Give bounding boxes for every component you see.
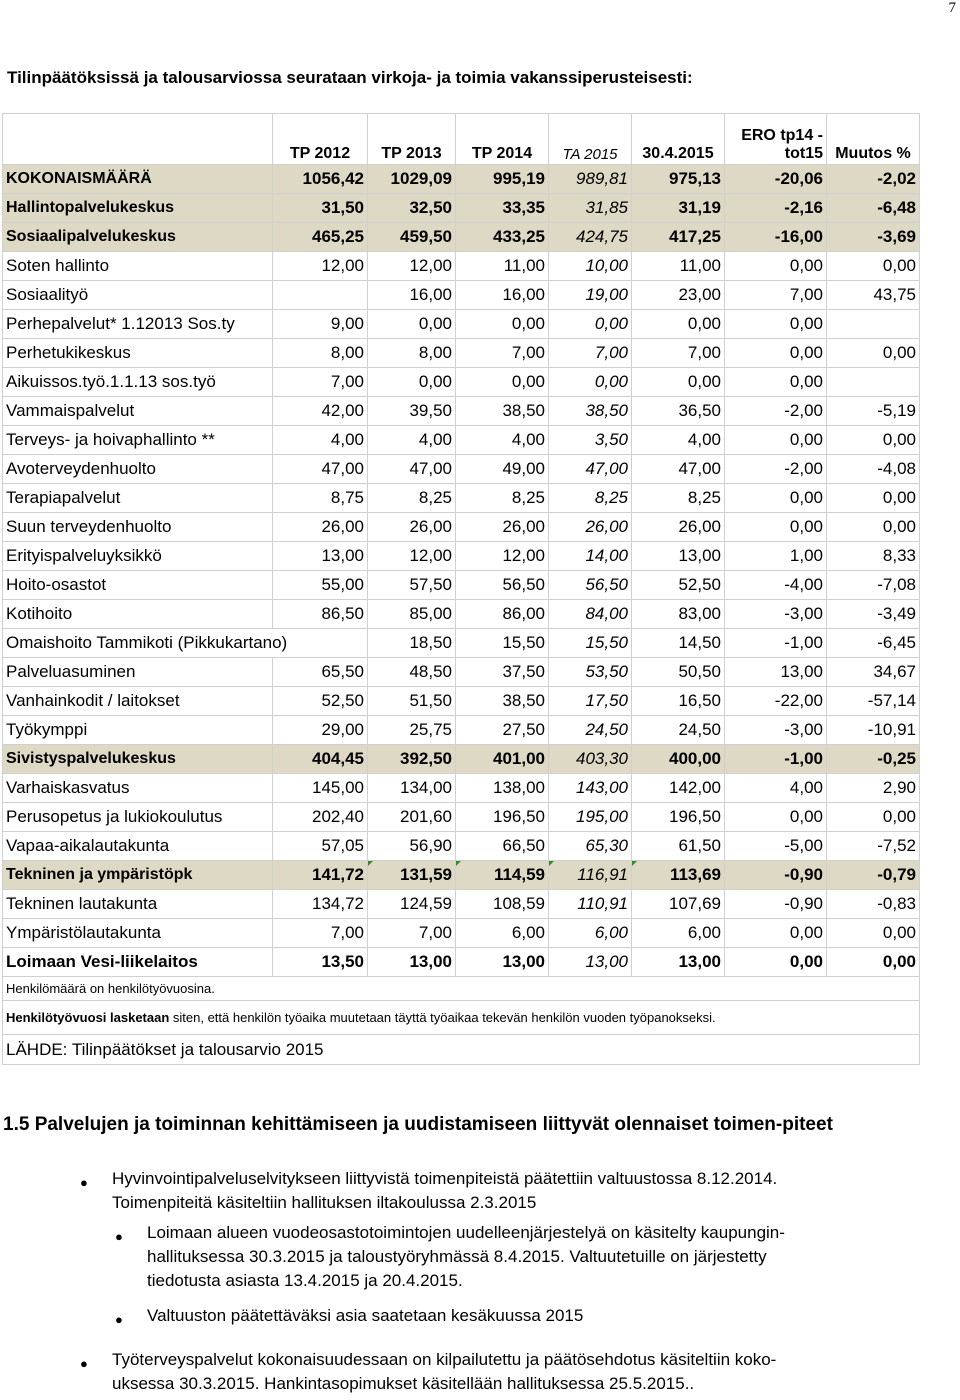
- bullet-item: [80, 1352, 955, 1400]
- row-label: Tekninen ja ympäristöpk: [3, 861, 273, 890]
- row-label: Tekninen lautakunta: [3, 890, 273, 919]
- value-cell: 145,00: [273, 774, 368, 803]
- value-cell: 25,75: [368, 716, 456, 745]
- value-cell: 417,25: [632, 223, 725, 252]
- value-cell: 55,00: [273, 571, 368, 600]
- value-cell: -0,83: [827, 890, 920, 919]
- value-cell: 13,00: [725, 658, 827, 687]
- value-cell: 6,00: [549, 919, 632, 948]
- table-row: [3, 629, 920, 658]
- value-cell: 86,50: [273, 600, 368, 629]
- value-cell: 116,91: [549, 861, 632, 890]
- note-definition-label: Henkilötyövuosi lasketaan: [6, 1010, 170, 1025]
- value-cell: 108,59: [456, 890, 549, 919]
- value-cell: 196,50: [456, 803, 549, 832]
- value-cell: 196,50: [632, 803, 725, 832]
- table-row: [3, 397, 920, 426]
- value-cell: 19,00: [549, 281, 632, 310]
- bullet-dot-icon: ●: [80, 1356, 88, 1371]
- value-cell: 6,00: [632, 919, 725, 948]
- table-row: [3, 281, 920, 310]
- value-cell: -2,16: [725, 194, 827, 223]
- note-units: Henkilömäärä on henkilötyövuosina.: [3, 977, 920, 1001]
- table-row: [3, 832, 920, 861]
- value-cell: [827, 368, 920, 397]
- value-cell: 114,59: [456, 861, 549, 890]
- value-cell: 85,00: [368, 600, 456, 629]
- value-cell: 0,00: [827, 339, 920, 368]
- row-label: KOKONAISMÄÄRÄ: [3, 165, 273, 194]
- value-cell: 4,00: [368, 426, 456, 455]
- row-label: Vammaispalvelut: [3, 397, 273, 426]
- value-cell: 13,00: [632, 542, 725, 571]
- value-cell: 52,50: [273, 687, 368, 716]
- value-cell: 86,00: [456, 600, 549, 629]
- value-cell: 2,90: [827, 774, 920, 803]
- bullet-line: hallituksessa 30.3.2015 ja taloustyöryhmässä 8.4.2015. Valtuutetuille on järjestetty: [147, 1247, 767, 1266]
- value-cell: 13,00: [549, 948, 632, 977]
- bullet-dot-icon: ●: [115, 1229, 123, 1244]
- row-label: Aikuissos.työ.1.1.13 sos.työ: [3, 368, 273, 397]
- value-cell: -1,00: [725, 745, 827, 774]
- value-cell: 13,50: [273, 948, 368, 977]
- value-cell: 51,50: [368, 687, 456, 716]
- table-row: [3, 948, 920, 977]
- value-cell: 0,00: [725, 484, 827, 513]
- value-cell: -2,00: [725, 397, 827, 426]
- value-cell: 0,00: [632, 368, 725, 397]
- value-cell: 38,50: [456, 687, 549, 716]
- value-cell: 57,05: [273, 832, 368, 861]
- value-cell: 15,50: [456, 629, 549, 658]
- bullet-line: Työterveyspalvelut kokonaisuudessaan on kilpailutettu ja päätösehdotus käsiteltiin koko-: [112, 1350, 777, 1369]
- value-cell: 16,00: [368, 281, 456, 310]
- table-row: [3, 861, 920, 890]
- table-row: [3, 368, 920, 397]
- value-cell: 0,00: [632, 310, 725, 339]
- value-cell: -7,08: [827, 571, 920, 600]
- value-cell: 0,00: [725, 426, 827, 455]
- value-cell: 0,00: [368, 368, 456, 397]
- value-cell: 465,25: [273, 223, 368, 252]
- value-cell: -0,90: [725, 861, 827, 890]
- value-cell: 83,00: [632, 600, 725, 629]
- value-cell: 18,50: [368, 629, 456, 658]
- header-cell: TP 2012: [273, 114, 368, 165]
- value-cell: 0,00: [725, 919, 827, 948]
- value-cell: 34,67: [827, 658, 920, 687]
- table-row: [3, 687, 920, 716]
- table-row: [3, 745, 920, 774]
- value-cell: 16,50: [632, 687, 725, 716]
- page-number: 7: [948, 0, 956, 16]
- value-cell: 195,00: [549, 803, 632, 832]
- value-cell: 33,35: [456, 194, 549, 223]
- row-label: Ympäristölautakunta: [3, 919, 273, 948]
- value-cell: 52,50: [632, 571, 725, 600]
- value-cell: 13,00: [273, 542, 368, 571]
- value-cell: 0,00: [827, 803, 920, 832]
- row-label: Työkymppi: [3, 716, 273, 745]
- value-cell: 134,72: [273, 890, 368, 919]
- value-cell: 989,81: [549, 165, 632, 194]
- value-cell: 6,00: [456, 919, 549, 948]
- value-cell: 31,50: [273, 194, 368, 223]
- table-row: [3, 165, 920, 194]
- value-cell: 38,50: [456, 397, 549, 426]
- value-cell: 0,00: [725, 803, 827, 832]
- value-cell: 26,00: [273, 513, 368, 542]
- value-cell: 124,59: [368, 890, 456, 919]
- row-label: Perhetukikeskus: [3, 339, 273, 368]
- value-cell: 11,00: [632, 252, 725, 281]
- value-cell: 143,00: [549, 774, 632, 803]
- value-cell: 7,00: [632, 339, 725, 368]
- value-cell: 134,00: [368, 774, 456, 803]
- value-cell: 138,00: [456, 774, 549, 803]
- table-row: [3, 919, 920, 948]
- bullet-line: Loimaan alueen vuodeosastotoimintojen uudelleenjärjestelyä on käsitelty kaupungin-: [147, 1223, 785, 1242]
- value-cell: 202,40: [273, 803, 368, 832]
- value-cell: -16,00: [725, 223, 827, 252]
- value-cell: 17,50: [549, 687, 632, 716]
- value-cell: 0,00: [827, 426, 920, 455]
- value-cell: 8,00: [273, 339, 368, 368]
- value-cell: 48,50: [368, 658, 456, 687]
- value-cell: 13,00: [632, 948, 725, 977]
- value-cell: 7,00: [368, 919, 456, 948]
- value-cell: 56,90: [368, 832, 456, 861]
- value-cell: 26,00: [456, 513, 549, 542]
- value-cell: 24,50: [549, 716, 632, 745]
- bullet-dot-icon: ●: [80, 1175, 88, 1190]
- value-cell: 12,00: [456, 542, 549, 571]
- value-cell: 47,00: [273, 455, 368, 484]
- value-cell: 49,00: [456, 455, 549, 484]
- row-label: Vapaa-aikalautakunta: [3, 832, 273, 861]
- bullet-line: tiedotusta asiasta 13.4.2015 ja 20.4.2015.: [147, 1271, 463, 1290]
- header-cell: [725, 114, 827, 165]
- value-cell: 7,00: [273, 919, 368, 948]
- value-cell: 50,50: [632, 658, 725, 687]
- value-cell: 8,25: [368, 484, 456, 513]
- value-cell: 975,13: [632, 165, 725, 194]
- value-cell: 995,19: [456, 165, 549, 194]
- value-cell: -2,02: [827, 165, 920, 194]
- value-cell: 401,00: [456, 745, 549, 774]
- row-label: Kotihoito: [3, 600, 273, 629]
- table-header-row: [3, 114, 920, 165]
- value-cell: 7,00: [273, 368, 368, 397]
- value-cell: -57,14: [827, 687, 920, 716]
- row-label: Omaishoito Tammikoti (Pikkukartano): [3, 629, 368, 658]
- value-cell: 201,60: [368, 803, 456, 832]
- value-cell: 110,91: [549, 890, 632, 919]
- row-label: Sosiaalipalvelukeskus: [3, 223, 273, 252]
- value-cell: 4,00: [632, 426, 725, 455]
- table-row: [3, 716, 920, 745]
- bullet-line: Hyvinvointipalveluselvitykseen liittyvistä toimenpiteistä päätettiin valtuustossa 8.12.2014.: [112, 1169, 778, 1188]
- value-cell: 56,50: [549, 571, 632, 600]
- header-cell: TP 2014: [456, 114, 549, 165]
- value-cell: 142,00: [632, 774, 725, 803]
- value-cell: 459,50: [368, 223, 456, 252]
- value-cell: -0,79: [827, 861, 920, 890]
- table-row: [3, 542, 920, 571]
- value-cell: 0,00: [725, 948, 827, 977]
- bullet-item: [80, 1171, 955, 1219]
- value-cell: 84,00: [549, 600, 632, 629]
- value-cell: 47,00: [549, 455, 632, 484]
- value-cell: 424,75: [549, 223, 632, 252]
- value-cell: 1,00: [725, 542, 827, 571]
- value-cell: 0,00: [827, 513, 920, 542]
- value-cell: 8,00: [368, 339, 456, 368]
- row-label: Hallintopalvelukeskus: [3, 194, 273, 223]
- value-cell: 8,25: [549, 484, 632, 513]
- value-cell: 15,50: [549, 629, 632, 658]
- note-definition: [3, 1001, 920, 1035]
- value-cell: -10,91: [827, 716, 920, 745]
- value-cell: -4,00: [725, 571, 827, 600]
- value-cell: -7,52: [827, 832, 920, 861]
- header-cell: TP 2013: [368, 114, 456, 165]
- bullet-line: Toimenpiteitä käsiteltiin hallituksen iltakoulussa 2.3.2015: [112, 1193, 537, 1212]
- value-cell: -0,90: [725, 890, 827, 919]
- value-cell: 16,00: [456, 281, 549, 310]
- value-cell: -2,00: [725, 455, 827, 484]
- value-cell: 65,50: [273, 658, 368, 687]
- value-cell: -20,06: [725, 165, 827, 194]
- value-cell: 43,75: [827, 281, 920, 310]
- value-cell: 7,00: [725, 281, 827, 310]
- value-cell: 53,50: [549, 658, 632, 687]
- value-cell: 61,50: [632, 832, 725, 861]
- header-ero-line2: tot15: [784, 145, 823, 162]
- value-cell: 8,25: [456, 484, 549, 513]
- value-cell: -6,45: [827, 629, 920, 658]
- header-cell: TA 2015: [549, 114, 632, 165]
- value-cell: 4,00: [456, 426, 549, 455]
- table-row: [3, 600, 920, 629]
- value-cell: 10,00: [549, 252, 632, 281]
- value-cell: 0,00: [725, 252, 827, 281]
- value-cell: [273, 281, 368, 310]
- value-cell: -0,25: [827, 745, 920, 774]
- value-cell: 433,25: [456, 223, 549, 252]
- bullet-line: uksessa 30.3.2015. Hankintasopimukset käsitellään hallituksessa 25.5.2015..: [112, 1374, 695, 1393]
- value-cell: 13,00: [368, 948, 456, 977]
- value-cell: 32,50: [368, 194, 456, 223]
- table-row: [3, 455, 920, 484]
- value-cell: 29,00: [273, 716, 368, 745]
- value-cell: 8,75: [273, 484, 368, 513]
- value-cell: 31,85: [549, 194, 632, 223]
- row-label: Perhepalvelut* 1.12013 Sos.ty: [3, 310, 273, 339]
- value-cell: 27,50: [456, 716, 549, 745]
- value-cell: 12,00: [368, 542, 456, 571]
- row-label: Varhaiskasvatus: [3, 774, 273, 803]
- intro-heading: Tilinpäätöksissä ja talousarviossa seurataan virkoja- ja toimia vakanssiperusteisesti:: [7, 68, 693, 87]
- value-cell: 14,00: [549, 542, 632, 571]
- table-row: [3, 658, 920, 687]
- value-cell: -1,00: [725, 629, 827, 658]
- value-cell: 4,00: [725, 774, 827, 803]
- value-cell: 7,00: [549, 339, 632, 368]
- table-row: [3, 194, 920, 223]
- value-cell: [827, 310, 920, 339]
- value-cell: 1029,09: [368, 165, 456, 194]
- vacancy-table: [2, 113, 920, 1065]
- header-cell: [3, 114, 273, 165]
- row-label: Terapiapalvelut: [3, 484, 273, 513]
- value-cell: 13,00: [456, 948, 549, 977]
- value-cell: 141,72: [273, 861, 368, 890]
- table-row: [3, 223, 920, 252]
- value-cell: 0,00: [725, 310, 827, 339]
- value-cell: 131,59: [368, 861, 456, 890]
- value-cell: 400,00: [632, 745, 725, 774]
- bullet-item: [115, 1308, 955, 1332]
- value-cell: -3,49: [827, 600, 920, 629]
- value-cell: 47,00: [368, 455, 456, 484]
- value-cell: 0,00: [827, 948, 920, 977]
- value-cell: 38,50: [549, 397, 632, 426]
- value-cell: -5,00: [725, 832, 827, 861]
- value-cell: 3,50: [549, 426, 632, 455]
- value-cell: 107,69: [632, 890, 725, 919]
- value-cell: 42,00: [273, 397, 368, 426]
- bullet-dot-icon: ●: [115, 1312, 123, 1327]
- header-cell: 30.4.2015: [632, 114, 725, 165]
- value-cell: 4,00: [273, 426, 368, 455]
- bullet-line: Valtuuston päätettäväksi asia saatetaan kesäkuussa 2015: [147, 1306, 584, 1325]
- value-cell: 0,00: [725, 513, 827, 542]
- value-cell: 0,00: [827, 484, 920, 513]
- value-cell: 8,25: [632, 484, 725, 513]
- header-ero-line1: ERO tp14 -: [741, 127, 823, 144]
- value-cell: 23,00: [632, 281, 725, 310]
- note-definition-text: siten, että henkilön työaika muutetaan täyttä työaikaa tekevän henkilön vuoden työpanokseksi.: [169, 1010, 716, 1025]
- value-cell: -3,00: [725, 600, 827, 629]
- value-cell: 0,00: [549, 310, 632, 339]
- value-cell: 36,50: [632, 397, 725, 426]
- row-label: Terveys- ja hoivaphallinto **: [3, 426, 273, 455]
- row-label: Perusopetus ja lukiokoulutus: [3, 803, 273, 832]
- row-label: Sivistyspalvelukeskus: [3, 745, 273, 774]
- value-cell: -3,69: [827, 223, 920, 252]
- table-row: [3, 571, 920, 600]
- value-cell: 56,50: [456, 571, 549, 600]
- table-row: [3, 252, 920, 281]
- table-row: [3, 310, 920, 339]
- value-cell: 1056,42: [273, 165, 368, 194]
- table-row: [3, 774, 920, 803]
- value-cell: 0,00: [456, 368, 549, 397]
- bullet-item: [115, 1225, 955, 1297]
- value-cell: -22,00: [725, 687, 827, 716]
- value-cell: -3,00: [725, 716, 827, 745]
- value-cell: 24,50: [632, 716, 725, 745]
- value-cell: -6,48: [827, 194, 920, 223]
- value-cell: 37,50: [456, 658, 549, 687]
- value-cell: 7,00: [456, 339, 549, 368]
- row-label: Palveluasuminen: [3, 658, 273, 687]
- table-row: [3, 890, 920, 919]
- row-label: Avoterveydenhuolto: [3, 455, 273, 484]
- value-cell: -5,19: [827, 397, 920, 426]
- value-cell: 26,00: [632, 513, 725, 542]
- value-cell: 39,50: [368, 397, 456, 426]
- value-cell: 66,50: [456, 832, 549, 861]
- value-cell: 0,00: [725, 339, 827, 368]
- value-cell: 392,50: [368, 745, 456, 774]
- row-label: Erityispalveluyksikkö: [3, 542, 273, 571]
- value-cell: 9,00: [273, 310, 368, 339]
- section-title: 1.5 Palvelujen ja toiminnan kehittämiseen ja uudistamiseen liittyvät olennaiset toimen-piteet: [3, 1114, 833, 1135]
- value-cell: 403,30: [549, 745, 632, 774]
- value-cell: 26,00: [368, 513, 456, 542]
- value-cell: 8,33: [827, 542, 920, 571]
- source-note: LÄHDE: Tilinpäätökset ja talousarvio 2015: [3, 1035, 920, 1065]
- table-row: [3, 339, 920, 368]
- table-row: [3, 803, 920, 832]
- value-cell: -4,08: [827, 455, 920, 484]
- value-cell: 0,00: [456, 310, 549, 339]
- value-cell: 47,00: [632, 455, 725, 484]
- value-cell: 113,69: [632, 861, 725, 890]
- value-cell: 14,50: [632, 629, 725, 658]
- value-cell: 26,00: [549, 513, 632, 542]
- value-cell: 0,00: [827, 919, 920, 948]
- row-label: Loimaan Vesi-liikelaitos: [3, 948, 273, 977]
- value-cell: 0,00: [725, 368, 827, 397]
- value-cell: 0,00: [827, 252, 920, 281]
- value-cell: 65,30: [549, 832, 632, 861]
- row-label: Vanhainkodit / laitokset: [3, 687, 273, 716]
- value-cell: 0,00: [368, 310, 456, 339]
- value-cell: 57,50: [368, 571, 456, 600]
- row-label: Soten hallinto: [3, 252, 273, 281]
- row-label: Hoito-osastot: [3, 571, 273, 600]
- table-row: [3, 426, 920, 455]
- value-cell: 0,00: [549, 368, 632, 397]
- row-label: Sosiaalityö: [3, 281, 273, 310]
- value-cell: 11,00: [456, 252, 549, 281]
- value-cell: 31,19: [632, 194, 725, 223]
- table-row: [3, 513, 920, 542]
- value-cell: 12,00: [368, 252, 456, 281]
- table-row: [3, 484, 920, 513]
- value-cell: 404,45: [273, 745, 368, 774]
- value-cell: 12,00: [273, 252, 368, 281]
- row-label: Suun terveydenhuolto: [3, 513, 273, 542]
- header-cell: Muutos %: [827, 114, 920, 165]
